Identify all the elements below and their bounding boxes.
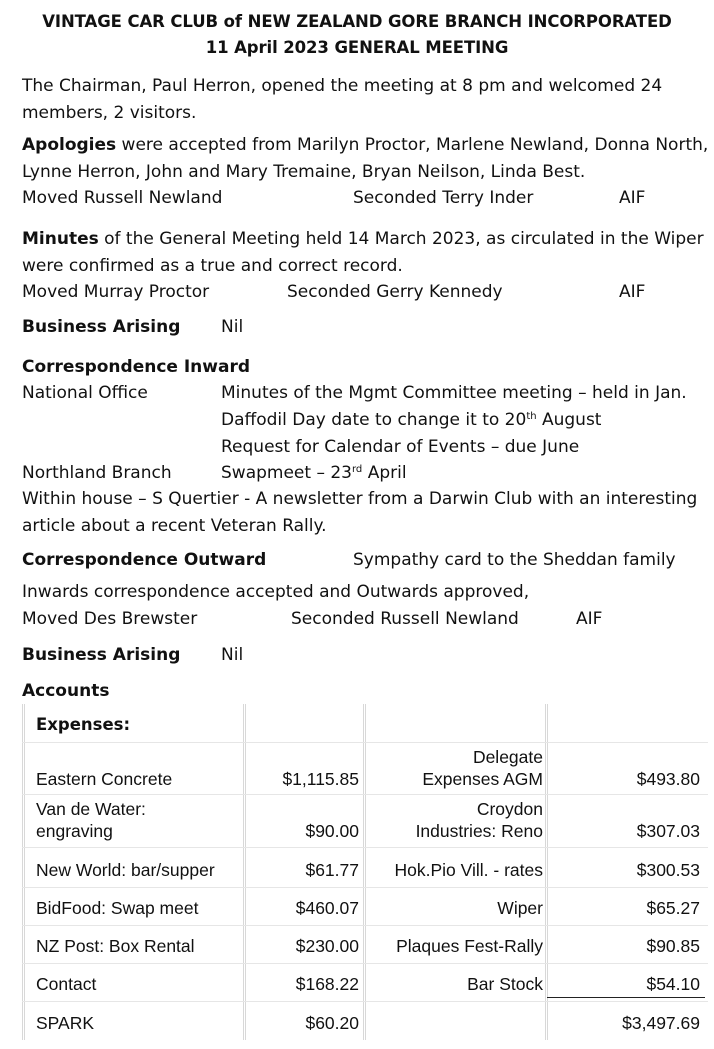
- inward-item-3: Request for Calendar of Events – due June: [221, 437, 580, 457]
- outward-result: AIF: [576, 609, 603, 629]
- expense-name: BidFood: Swap meet: [36, 898, 199, 918]
- expense-name: Wiper: [497, 898, 543, 918]
- meeting-title: 11 April 2023 GENERAL MEETING: [205, 38, 509, 57]
- business-arising-heading: Business Arising: [22, 317, 181, 337]
- correspondence-inward-heading: Correspondence Inward: [22, 357, 251, 377]
- business-arising-value: Nil: [221, 317, 244, 337]
- expenses-total: $3,497.69: [622, 1013, 700, 1033]
- inward-item-4-sup: rd: [352, 464, 363, 475]
- correspondence-accepted: Inwards correspondence accepted and Outwards approved,: [22, 582, 530, 602]
- expense-amount: $54.10: [646, 974, 700, 994]
- table-border: [365, 704, 366, 1040]
- expense-amount: $60.20: [305, 1013, 359, 1033]
- table-border: [545, 704, 546, 1040]
- total-rule: [547, 997, 705, 998]
- national-office-label: National Office: [22, 383, 148, 403]
- expense-name: New World: bar/supper: [36, 860, 215, 880]
- accounts-table: [22, 704, 708, 1040]
- expense-amount: $307.03: [636, 821, 700, 841]
- accounts-heading: Accounts: [22, 681, 110, 701]
- table-row-divider: [22, 887, 708, 888]
- expense-amount: $65.27: [646, 898, 700, 918]
- table-border: [547, 704, 548, 1040]
- expense-amount: $90.85: [646, 936, 700, 956]
- outward-moved: Moved Des Brewster: [22, 609, 198, 629]
- opening-line-1: The Chairman, Paul Herron, opened the meeting at 8 pm and welcomed 24: [22, 76, 663, 96]
- table-row-divider: [22, 963, 708, 964]
- inward-item-4-text: Swapmeet – 23: [221, 463, 352, 483]
- table-border: [243, 704, 244, 1040]
- expense-name-line-2: engraving: [36, 821, 113, 841]
- expense-name: Delegate: [472, 747, 543, 767]
- table-border: [363, 704, 364, 1040]
- expense-amount: $1,115.85: [282, 769, 359, 789]
- business-arising-2-value: Nil: [221, 645, 244, 665]
- apologies-heading: Apologies: [22, 135, 117, 155]
- correspondence-outward-heading: Correspondence Outward: [22, 550, 267, 570]
- expense-amount: $300.53: [636, 860, 700, 880]
- table-border: [22, 704, 23, 1040]
- table-row-divider: [22, 1001, 708, 1002]
- inward-item-2-month: August: [536, 410, 602, 430]
- minutes-heading: Minutes: [22, 229, 99, 249]
- expense-name: Van de Water:: [36, 799, 146, 819]
- inward-item-1: Minutes of the Mgmt Committee meeting – held in Jan.: [221, 383, 687, 403]
- expense-amount: $168.22: [295, 974, 359, 994]
- minutes-line-2: were confirmed as a true and correct record.: [22, 256, 403, 276]
- apologies-text: were accepted from Marilyn Proctor, Marlene Newland, Donna North,: [116, 135, 709, 155]
- expense-name-line-2: Industries: Reno: [415, 821, 543, 841]
- club-title: VINTAGE CAR CLUB of NEW ZEALAND GORE BRANCH INCORPORATED: [42, 12, 672, 31]
- expense-name: Contact: [36, 974, 97, 994]
- minutes-result: AIF: [619, 282, 646, 302]
- minutes-text: of the General Meeting held 14 March 2023, as circulated in the Wiper: [98, 229, 704, 249]
- inward-item-4: [221, 460, 407, 487]
- table-border: [24, 704, 25, 1040]
- expense-name: Bar Stock: [467, 974, 543, 994]
- inward-item-2-text: Daffodil Day date to change it to 20: [221, 410, 527, 430]
- expense-amount: $61.77: [305, 860, 359, 880]
- expense-name: SPARK: [36, 1013, 95, 1033]
- inward-item-2: [221, 407, 601, 434]
- opening-line-2: members, 2 visitors.: [22, 103, 197, 123]
- apologies-line-1: [22, 132, 708, 159]
- table-row-divider: [22, 742, 708, 743]
- expense-name: Croydon: [476, 799, 543, 819]
- expense-amount: $230.00: [295, 936, 359, 956]
- expenses-label: Expenses:: [36, 715, 131, 734]
- apologies-result: AIF: [619, 188, 646, 208]
- correspondence-outward-value: Sympathy card to the Sheddan family: [353, 550, 676, 570]
- expense-amount: $493.80: [636, 769, 700, 789]
- inward-item-4-month: April: [362, 463, 407, 483]
- apologies-seconded: Seconded Terry Inder: [353, 188, 534, 208]
- expense-amount: $90.00: [305, 821, 359, 841]
- apologies-line-2: Lynne Herron, John and Mary Tremaine, Bryan Neilson, Linda Best.: [22, 162, 586, 182]
- minutes-line-1: [22, 226, 704, 253]
- inward-item-2-sup: th: [526, 411, 537, 422]
- minutes-moved: Moved Murray Proctor: [22, 282, 210, 302]
- table-row-divider: [22, 847, 708, 848]
- outward-seconded: Seconded Russell Newland: [291, 609, 519, 629]
- within-house-line-2: article about a recent Veteran Rally.: [22, 516, 327, 536]
- expense-amount: $460.07: [295, 898, 359, 918]
- expense-name: Hok.Pio Vill. - rates: [394, 860, 543, 880]
- northland-branch-label: Northland Branch: [22, 463, 172, 483]
- table-row-divider: [22, 794, 708, 795]
- expense-name: NZ Post: Box Rental: [36, 936, 195, 956]
- within-house-line-1: Within house – S Quertier - A newsletter from a Darwin Club with an interesting: [22, 489, 698, 509]
- table-row-divider: [22, 925, 708, 926]
- business-arising-2-heading: Business Arising: [22, 645, 181, 665]
- expense-name-line-2: Expenses AGM: [422, 769, 543, 789]
- minutes-seconded: Seconded Gerry Kennedy: [287, 282, 503, 302]
- expense-name: Eastern Concrete: [36, 769, 173, 789]
- apologies-moved: Moved Russell Newland: [22, 188, 223, 208]
- expense-name: Plaques Fest-Rally: [396, 936, 543, 956]
